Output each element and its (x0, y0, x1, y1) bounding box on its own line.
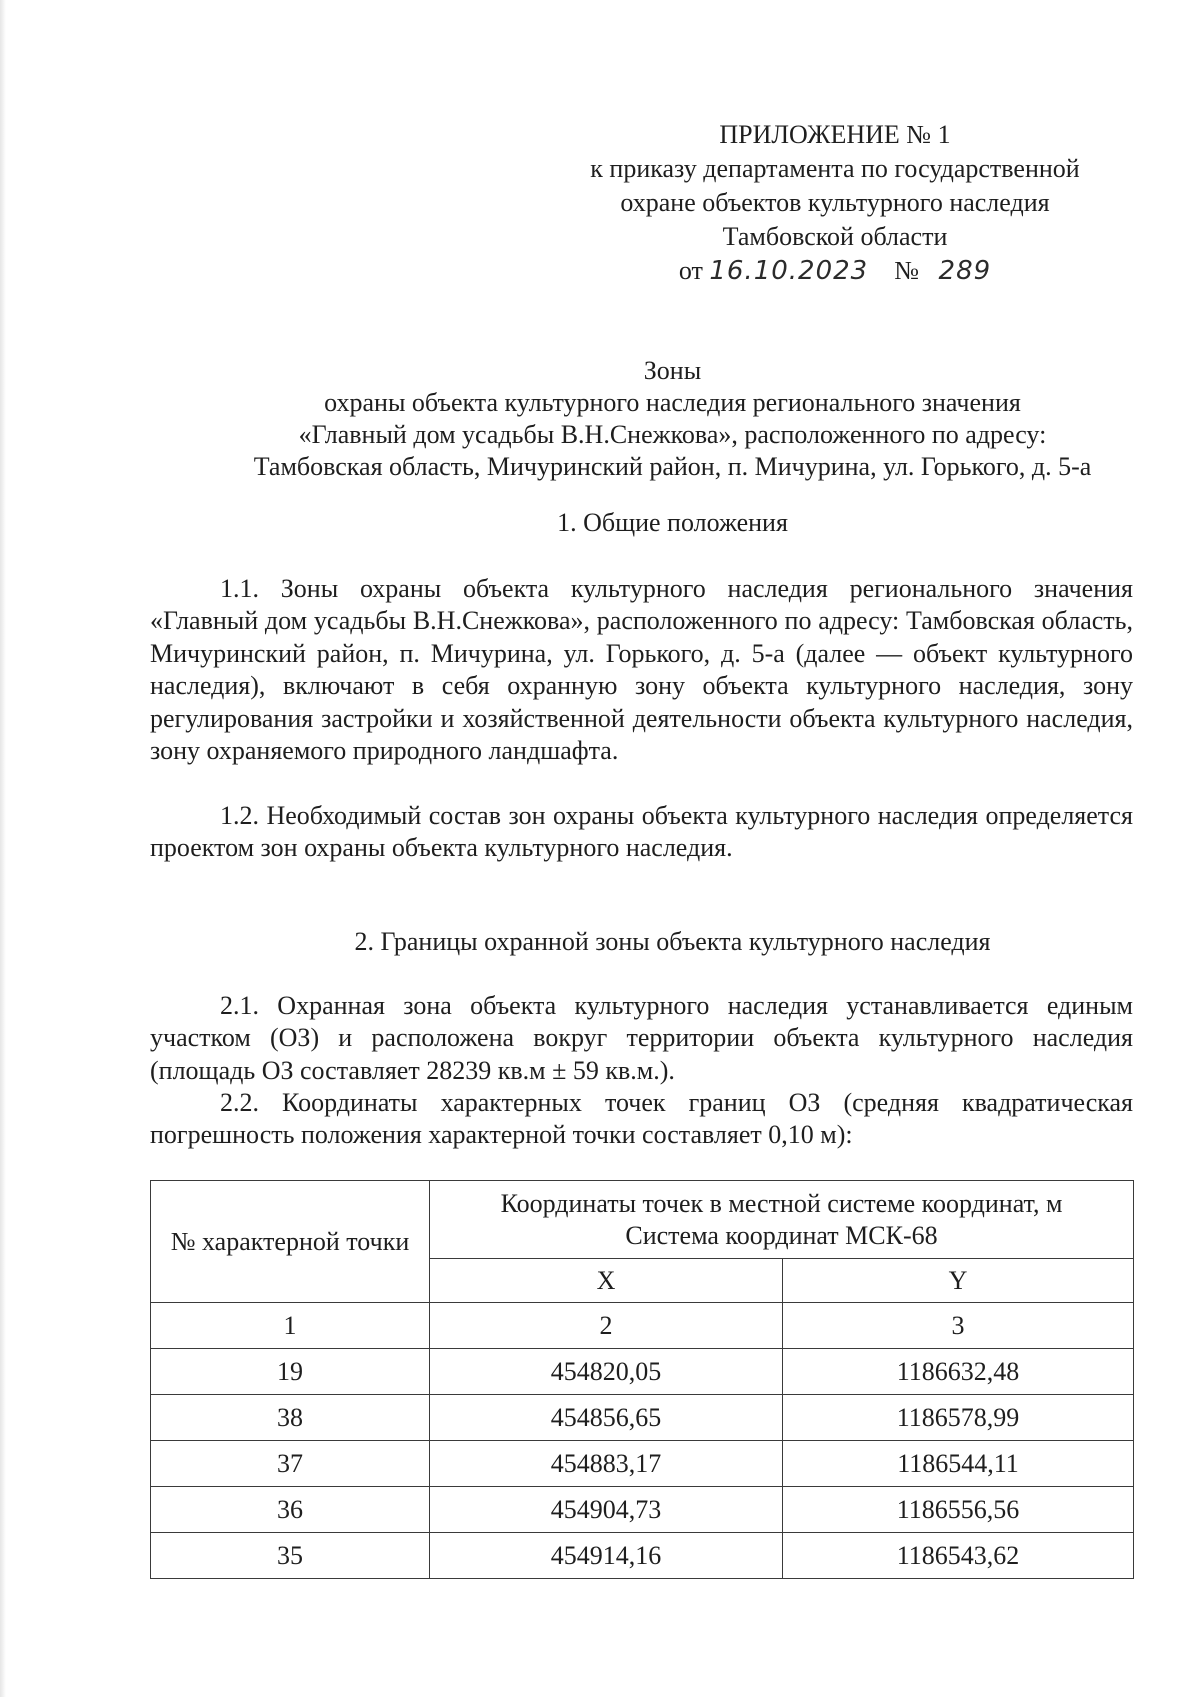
column-number: 3 (783, 1303, 1134, 1349)
title-line-4: Тамбовская область, Мичуринский район, п. Мичурина, ул. Горького, д. 5-а (253, 452, 1092, 481)
scan-edge (0, 0, 6, 1697)
table-row (151, 1533, 1134, 1579)
document-title (150, 355, 1195, 483)
table-row (151, 1349, 1134, 1395)
column-number: 1 (151, 1303, 430, 1349)
coord-x: 454820,05 (430, 1349, 783, 1395)
coord-x: 454904,73 (430, 1487, 783, 1533)
table-header-row (151, 1181, 1134, 1259)
point-number: 19 (151, 1349, 430, 1395)
point-number: 36 (151, 1487, 430, 1533)
coord-y: 1186556,56 (783, 1487, 1134, 1533)
coord-x: 454914,16 (430, 1533, 783, 1579)
header-point-number (151, 1181, 430, 1303)
header-group-line-2: Система координат МСК-68 (625, 1220, 938, 1250)
point-number: 38 (151, 1395, 430, 1441)
date-prefix: от (678, 256, 703, 285)
header-coordinates-group (430, 1181, 1134, 1259)
paragraph-1-2: 1.2. Необходимый состав зон охраны объекта культурного наследия определяется проектом зон охраны объекта культурного наследия. (150, 801, 1133, 863)
section-2-heading: 2. Границы охранной зоны объекта культурного наследия (354, 927, 991, 956)
section-1-heading: 1. Общие положения (557, 508, 788, 537)
column-number: 2 (430, 1303, 783, 1349)
header-y: Y (783, 1259, 1134, 1303)
coord-y: 1186632,48 (783, 1349, 1134, 1395)
coord-y: 1186544,11 (783, 1441, 1134, 1487)
coord-y: 1186578,99 (783, 1395, 1134, 1441)
appendix-date-line (540, 254, 1130, 288)
point-number: 35 (151, 1533, 430, 1579)
header-point-label: № характерной точки (170, 1226, 410, 1256)
table-row (151, 1441, 1134, 1487)
coord-x: 454856,65 (430, 1395, 783, 1441)
table-row (151, 1395, 1134, 1441)
coordinates-table (150, 1180, 1134, 1579)
number-prefix: № (894, 256, 920, 285)
handwritten-number: 289 (938, 256, 992, 286)
approval-block (540, 118, 1130, 288)
title-line-3: «Главный дом усадьбы В.Н.Снежкова», расположенного по адресу: (298, 420, 1047, 449)
point-number: 37 (151, 1441, 430, 1487)
appendix-title: ПРИЛОЖЕНИЕ № 1 (719, 120, 951, 149)
appendix-subtitle-1: к приказу департамента по государственной (590, 154, 1080, 183)
coord-x: 454883,17 (430, 1441, 783, 1487)
paragraph-1-1: 1.1. Зоны охраны объекта культурного наследия регионального значения «Главный дом усадьбы В.Н.Снежкова», расположенного по адресу: Тамбовская область, Мичуринский район, п. Мичурина, ул. Горького, д. 5-а (далее — объект культурного наследия), включают в себя охранную зону объекта культурного наследия, зону регулирования застройки и хозяйственной деятельности объекта культурного наследия, зону охраняемого природного ландшафта. (150, 574, 1133, 766)
title-line-1: Зоны (643, 356, 702, 385)
title-line-2: охраны объекта культурного наследия регионального значения (324, 388, 1021, 417)
handwritten-date: 16.10.2023 (709, 256, 869, 286)
header-x: X (430, 1259, 783, 1303)
paragraph-2-2: 2.2. Координаты характерных точек границ ОЗ (средняя квадратическая погрешность положения характерной точки составляет 0,10 м): (150, 1088, 1133, 1150)
paragraph-2-1: 2.1. Охранная зона объекта культурного наследия устанавливается единым участком (ОЗ) и расположена вокруг территории объекта культурного наследия (площадь ОЗ составляет 28239 кв.м ± 59 кв.м.). (150, 991, 1133, 1085)
appendix-subtitle-3: Тамбовской области (722, 222, 948, 251)
table-row (151, 1487, 1134, 1533)
appendix-subtitle-2: охране объектов культурного наследия (620, 188, 1050, 217)
table-column-numbers-row (151, 1303, 1134, 1349)
header-group-line-1: Координаты точек в местной системе координат, м (500, 1188, 1063, 1218)
coord-y: 1186543,62 (783, 1533, 1134, 1579)
